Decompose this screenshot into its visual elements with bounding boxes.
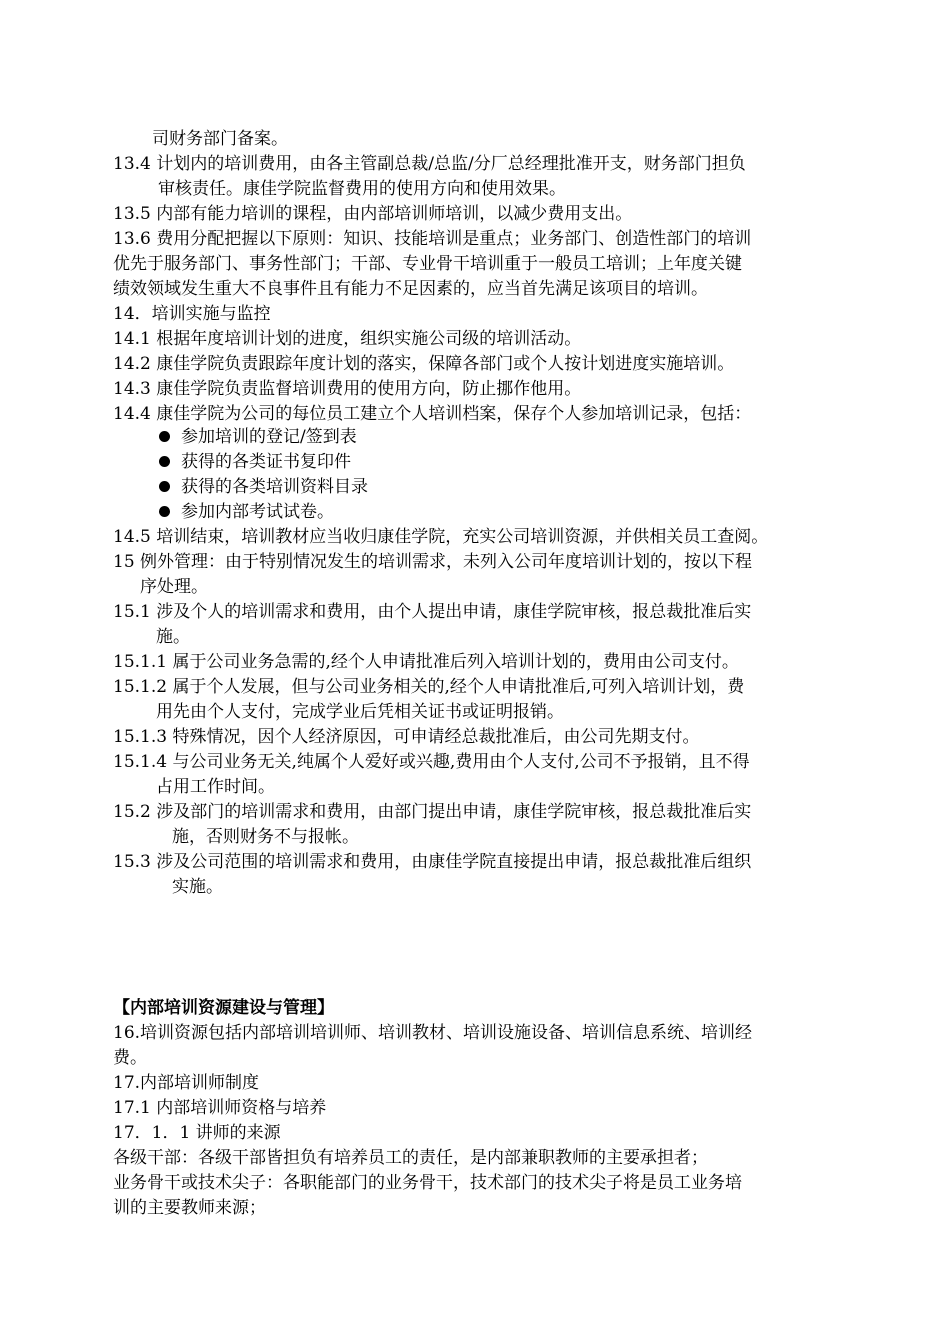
section-heading: 14．培训实施与监控 [113,304,271,324]
text-line: 施，否则财务不与报帐。 [172,827,359,847]
text-line: 15.1.1 属于公司业务急需的,经个人申请批准后列入培训计划的，费用由公司支付。 [113,652,739,672]
text-line: 14.2 康佳学院负责跟踪年度计划的落实，保障各部门或个人按计划进度实施培训。 [113,354,735,374]
text-line: 绩效领域发生重大不良事件且有能力不足因素的，应当首先满足该项目的培训。 [113,279,708,299]
text-line: 施。 [156,627,190,647]
text-line: 实施。 [172,877,223,897]
bullet-icon [159,481,170,492]
text-line: 13.4 计划内的培训费用，由各主管副总裁/总监/分厂总经理批准开支，财务部门担负 [113,154,746,174]
text-line: 14.1 根据年度培训计划的进度，组织实施公司级的培训活动。 [113,329,582,349]
text-line: 14.3 康佳学院负责监督培训费用的使用方向，防止挪作他用。 [113,379,582,399]
text-line: 13.5 内部有能力培训的课程，由内部培训师培训，以减少费用支出。 [113,204,633,224]
list-item: 参加内部考试试卷。 [181,502,334,522]
text-line: 15 例外管理：由于特别情况发生的培训需求，未列入公司年度培训计划的，按以下程 [113,552,753,572]
text-line: 审核责任。康佳学院监督费用的使用方向和使用效果。 [158,179,566,199]
text-line: 15.1.2 属于个人发展，但与公司业务相关的,经个人申请批准后,可列入培训计划，费 [113,677,745,697]
text-line: 15.1 涉及个人的培训需求和费用，由个人提出申请，康佳学院审核，报总裁批准后实 [113,602,752,622]
list-item: 参加培训的登记/签到表 [181,427,357,447]
text-line: 15.1.3 特殊情况，因个人经济原因，可申请经总裁批准后，由公司先期支付。 [113,727,700,747]
text-line: 17.1 内部培训师资格与培养 [113,1098,327,1118]
text-line: 15.3 涉及公司范围的培训需求和费用，由康佳学院直接提出申请，报总裁批准后组织 [113,852,752,872]
text-line: 各级干部：各级干部皆担负有培养员工的责任，是内部兼职教师的主要承担者； [113,1148,708,1168]
bullet-icon [159,431,170,442]
list-item: 获得的各类培训资料目录 [181,477,368,497]
text-line: 司财务部门备案。 [152,129,288,149]
text-line: 17.内部培训师制度 [113,1073,260,1093]
text-line: 费。 [113,1048,147,1068]
text-line: 占用工作时间。 [156,777,275,797]
text-line: 15.1.4 与公司业务无关,纯属个人爱好或兴趣,费用由个人支付,公司不予报销，且不得 [113,752,750,772]
bullet-icon [159,456,170,467]
text-line: 15.2 涉及部门的培训需求和费用，由部门提出申请，康佳学院审核，报总裁批准后实 [113,802,752,822]
text-line: 序处理。 [140,577,208,597]
text-line: 17．1．1 讲师的来源 [113,1123,281,1143]
list-item: 获得的各类证书复印件 [181,452,351,472]
text-line: 14.5 培训结束，培训教材应当收归康佳学院，充实公司培训资源，并供相关员工查阅。 [113,527,769,547]
bullet-icon [159,506,170,517]
text-line: 14.4 康佳学院为公司的每位员工建立个人培训档案，保存个人参加培训记录，包括： [113,404,752,424]
section-title: 【内部培训资源建设与管理】 [113,998,334,1018]
text-line: 业务骨干或技术尖子：各职能部门的业务骨干，技术部门的技术尖子将是员工业务培 [113,1173,742,1193]
text-line: 用先由个人支付，完成学业后凭相关证书或证明报销。 [156,702,564,722]
text-line: 优先于服务部门、事务性部门；干部、专业骨干培训重于一般员工培训；上年度关键 [113,254,742,274]
text-line: 13.6 费用分配把握以下原则：知识、技能培训是重点；业务部门、创造性部门的培训 [113,229,752,249]
text-line: 16.培训资源包括内部培训培训师、培训教材、培训设施设备、培训信息系统、培训经 [113,1023,753,1043]
text-line: 训的主要教师来源； [113,1198,266,1218]
